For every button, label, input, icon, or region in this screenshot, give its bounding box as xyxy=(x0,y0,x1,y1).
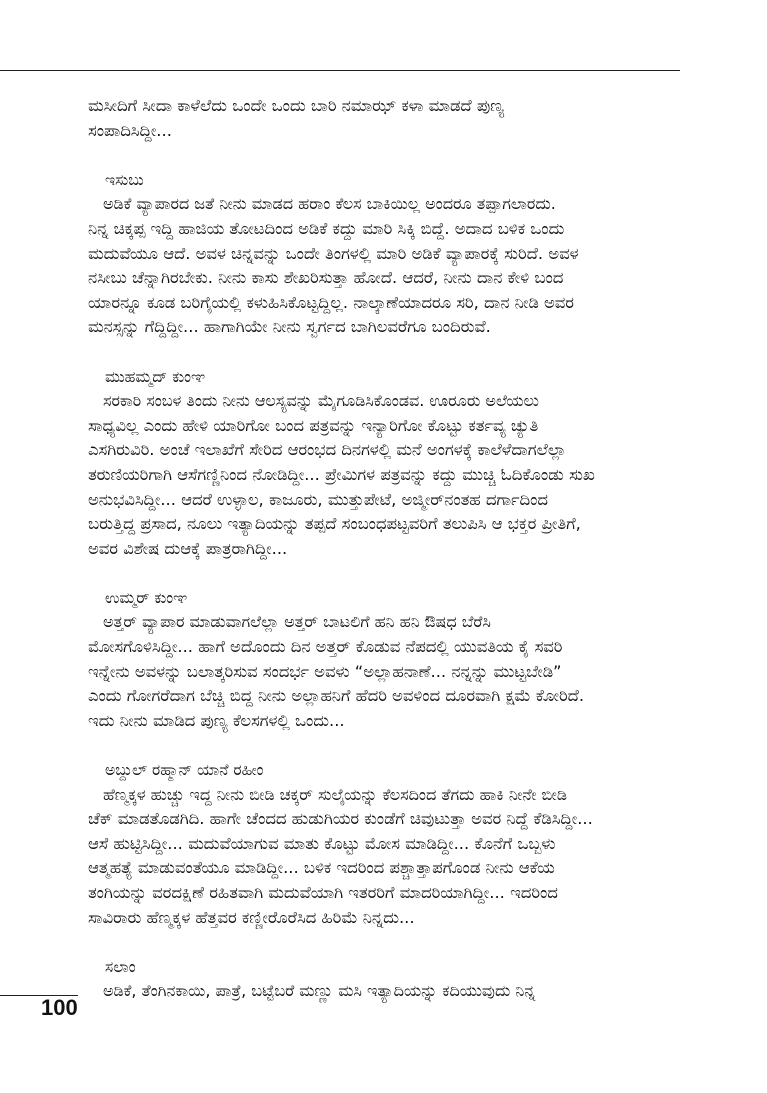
paragraph-line: ಸಾಧ್ಯವಿಲ್ಲ ಎಂದು ಹೇಳಿ ಯಾರಿಗೋ ಬಂದ ಪತ್ರವನ್ನು ಇನ್ಯಾರಿಗೋ ಕೊಟ್ಟು ಕರ್ತವ್ಯ ಚ್ಯುತಿ xyxy=(88,415,539,435)
paragraph-line: ಆಸೆ ಹುಟ್ಟಿಸಿದ್ದೀ... ಮದುವೆಯಾಗುವ ಮಾತು ಕೊಟ್ಟು ಮೋಸ ಮಾಡಿದ್ದೀ... ಕೊನೆಗೆ ಒಬ್ಬಳು xyxy=(88,833,556,853)
paragraph-line: ಚೆಕ್ ಮಾಡತೊಡಗಿದಿ. ಹಾಗೇ ಚೆಂದದ ಹುಡುಗಿಯರ ಕುಂಡೆಗೆ ಚಿವುಟುತ್ತಾ ಅವರ ನಿದ್ದೆ ಕೆಡಿಸಿದ್ದೀ... xyxy=(88,809,593,829)
paragraph-line: ಮದುವೆಯೂ ಆದೆ. ಅವಳ ಚಿನ್ನವನ್ನು ಒಂದೇ ತಿಂಗಳಲ್ಲಿ ಮಾರಿ ಅಡಿಕೆ ವ್ಯಾಪಾರಕ್ಕೆ ಸುರಿದೆ. ಅವಳ xyxy=(88,243,579,263)
section-heading: ಅಬ್ದುಲ್ ರಹ್ಮಾನ್ ಯಾನೆ ರಹೀಂ xyxy=(105,761,264,780)
paragraph-line: ಎಂದು ಗೋಗರೆದಾಗ ಬೆಚ್ಚಿ ಬಿದ್ದ ನೀನು ಅಲ್ಲಾಹನಿಗೆ ಹೆದರಿ ಅವಳಿಂದ ದೂರವಾಗಿ ಕ್ಷಮೆ ಕೋರಿದೆ. xyxy=(88,686,585,706)
header-rule xyxy=(0,70,680,71)
section-heading: ಉಮ್ಮರ್ ಕುಂಞ xyxy=(105,588,188,607)
paragraph-line: ಎಸಗಿರುವಿರಿ. ಅಂಚೆ ಇಲಾಖೆಗೆ ಸೇರಿದ ಆರಂಭದ ದಿನಗಳಲ್ಲಿ ಮನೆ ಅಂಗಳಕ್ಕೆ ಕಾಲೆಳೆದಾಗಲೆಲ್ಲಾ xyxy=(88,440,567,460)
section-heading: ಸಲಾಂ xyxy=(105,957,136,976)
paragraph-line: ಅನುಭವಿಸಿದ್ದೀ... ಆದರೆ ಉಳ್ಳಾಲ, ಕಾಜೂರು, ಮುತ್ತುಪೇಟೆ, ಅಜ್ಮೀರ್‌ನಂತಹ ದರ್ಗಾದಿಂದ xyxy=(88,489,548,509)
paragraph-line: ತಂಗಿಯನ್ನು ವರದಕ್ಷಿಣೆ ರಹಿತವಾಗಿ ಮದುವೆಯಾಗಿ ಇತರರಿಗೆ ಮಾದರಿಯಾಗಿದ್ದೀ... ಇದರಿಂದ xyxy=(88,883,558,902)
section-heading: ಮುಹಮ್ಮದ್ ಕುಂಞ xyxy=(105,367,206,386)
section-heading: ಇಸುಬು xyxy=(105,170,144,189)
paragraph-line: ಇದು ನೀನು ಮಾಡಿದ ಪುಣ್ಯ ಕೆಲಸಗಳಲ್ಲಿ ಒಂದು... xyxy=(88,710,345,730)
paragraph-line: ಇನ್ನೇನು ಅವಳನ್ನು ಬಲಾತ್ಕರಿಸುವ ಸಂದರ್ಭ ಅವಳು “ಅಲ್ಲಾಹನಾಣೆ... ನನ್ನನ್ನು ಮುಟ್ಟಬೇಡಿ” xyxy=(88,661,562,681)
paragraph-line: ಮೋಸಗೊಳಿಸಿದ್ದೀ... ಹಾಗೆ ಅದೊಂದು ದಿನ ಅತ್ತರ್ ಕೊಡುವ ನೆಪದಲ್ಲಿ ಯುವತಿಯ ಕೈ ಸವರಿ xyxy=(88,637,563,657)
paragraph-line: ಮನಸ್ಸನ್ನು ಗೆದ್ದಿದ್ದೀ... ಹಾಗಾಗಿಯೇ ನೀನು ಸ್ವರ್ಗದ ಬಾಗಿಲವರೆಗೂ ಬಂದಿರುವೆ. xyxy=(88,317,491,337)
paragraph-line: ಅತ್ತರ್ ವ್ಯಾಪಾರ ಮಾಡುವಾಗಲೆಲ್ಲಾ ಅತ್ತರ್ ಬಾಟಲಿಗೆ ಹನಿ ಹನಿ ಔಷಧ ಬೆರೆಸಿ xyxy=(103,612,491,632)
page-body xyxy=(88,94,688,1004)
paragraph-line: ನಸೀಬು ಚೆನ್ನಾಗಿರಬೇಕು. ನೀನು ಕಾಸು ಶೇಖರಿಸುತ್ತಾ ಹೋದೆ. ಆದರೆ, ನೀನು ದಾನ ಕೇಳಿ ಬಂದ xyxy=(88,268,564,288)
paragraph-line: ಅಡಿಕೆ, ತೆಂಗಿನಕಾಯಿ, ಪಾತ್ರೆ, ಬಟ್ಟೆಬರೆ ಮಣ್ಣು ಮಸಿ ಇತ್ಯಾದಿಯನ್ನು ಕದಿಯುವುದು ನಿನ್ನ xyxy=(103,981,536,1001)
paragraph-line: ಸರಕಾರಿ ಸಂಬಳ ತಿಂದು ನೀನು ಆಲಸ್ಯವನ್ನು ಮೈಗೂಡಿಸಿಕೊಂಡವ. ಊರೂರು ಅಲೆಯಲು xyxy=(103,391,539,411)
paragraph-line: ಅವರ ವಿಶೇಷ ದುಆಕ್ಕೆ ಪಾತ್ರರಾಗಿದ್ದೀ... xyxy=(88,538,288,558)
paragraph-line: ತರುಣಿಯರಿಗಾಗಿ ಆಸೆಗಣ್ಣಿನಿಂದ ನೋಡಿದ್ದೀ... ಪ್ರೇಮಿಗಳ ಪತ್ರವನ್ನು ಕದ್ದು ಮುಚ್ಚಿ ಓದಿಕೊಂಡು ಸುಖ xyxy=(88,464,595,484)
paragraph-line: ಸಂಪಾದಿಸಿದ್ದೀ... xyxy=(88,120,172,140)
paragraph-line: ಯಾರನ್ನೂ ಕೂಡ ಬರಿಗೈಯಲ್ಲಿ ಕಳುಹಿಸಿಕೊಟ್ಟದ್ದಿಲ್ಲ. ನಾಲ್ಕಾಣೆಯಾದರೂ ಸರಿ, ದಾನ ನೀಡಿ ಅವರ xyxy=(88,292,574,312)
paragraph-line: ಮಸೀದಿಗೆ ಸೀದಾ ಕಾಳೆಲೆದು ಒಂದೇ ಒಂದು ಬಾರಿ ನಮಾಝ್ ಕಳಾ ಮಾಡದೆ ಪುಣ್ಯ xyxy=(88,96,505,115)
paragraph-line: ಆತ್ಮಹತ್ಯೆ ಮಾಡುವಂತೆಯೂ ಮಾಡಿದ್ದೀ... ಬಳಿಕ ಇದರಿಂದ ಪಶ್ಚಾತ್ತಾಪಗೊಂಡ ನೀನು ಆಕೆಯ xyxy=(88,858,555,878)
paragraph-line: ಹೆಣ್ಮಕ್ಕಳ ಹುಚ್ಚು ಇದ್ದ ನೀನು ಬೀಡಿ ಚಕ್ಕರ್ ಸುಲೈಯನ್ನು ಕೆಲಸದಿಂದ ತೆಗದು ಹಾಕಿ ನೀನೇ ಬೀಡಿ xyxy=(103,784,567,804)
paragraph-line: ಸಾವಿರಾರು ಹೆಣ್ಮಕ್ಕಳ ಹೆತ್ತವರ ಕಣ್ಣೀರೊರೆಸಿದ ಹಿರಿಮೆ ನಿನ್ನದು... xyxy=(88,907,415,927)
page-number: 100 xyxy=(41,995,78,1020)
paragraph-line: ಅಡಿಕೆ ವ್ಯಾಪಾರದ ಜತೆ ನೀನು ಮಾಡದ ಹರಾಂ ಕೆಲಸ ಬಾಕಿಯಿಲ್ಲ ಅಂದರೂ ತಪ್ಪಾಗಲಾರದು. xyxy=(103,194,556,214)
paragraph-line: ನಿನ್ನ ಚಿಕ್ಕಪ್ಪ ಇದ್ದಿ ಹಾಜಿಯ ತೋಟದಿಂದ ಅಡಿಕೆ ಕದ್ದು ಮಾರಿ ಸಿಕ್ಕಿ ಬಿದ್ದೆ. ಅದಾದ ಬಳಿಕ ಒಂದು xyxy=(88,218,565,238)
paragraph-line: ಬರುತ್ತಿದ್ದ ಪ್ರಸಾದ, ನೂಲು ಇತ್ಯಾದಿಯನ್ನು ತಪ್ಪದೆ ಸಂಬಂಧಪಟ್ಟವರಿಗೆ ತಲುಪಿಸಿ ಆ ಭಕ್ತರ ಪ್ರೀತಿಗೆ, xyxy=(88,514,581,534)
